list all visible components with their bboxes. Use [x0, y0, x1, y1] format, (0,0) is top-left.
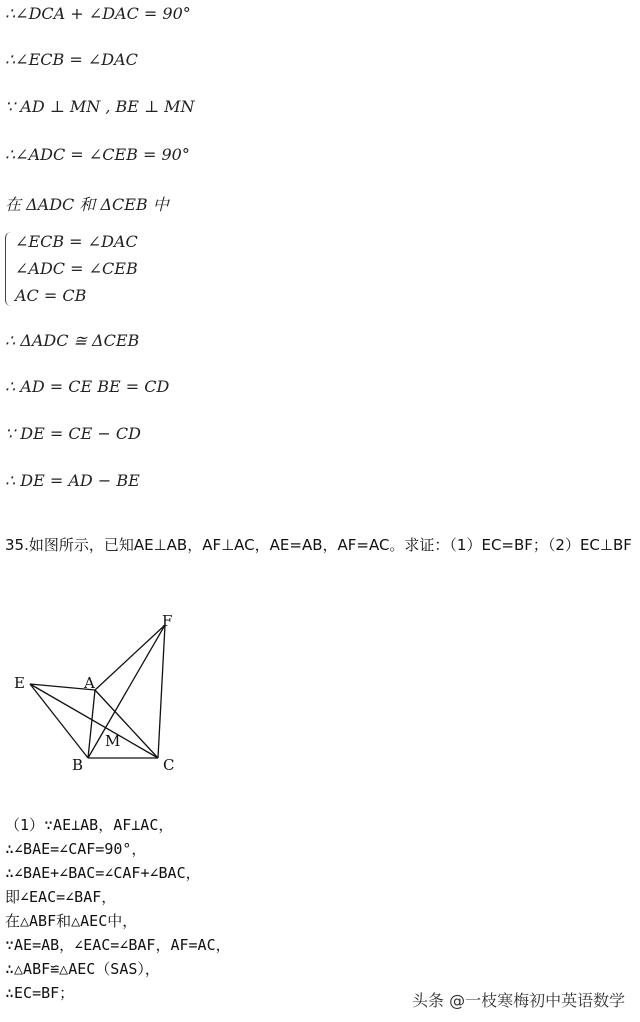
solution-line-4: 即∠EAC=∠BAF， [5, 888, 117, 906]
proof-step-5: 在 ΔADC 和 ΔCEB 中 [5, 195, 169, 214]
conclusion-3: ∵ DE = CE − CD [5, 424, 141, 443]
proof-step-4: ∴∠ADC = ∠CEB = 90° [5, 145, 190, 164]
label-C: C [163, 756, 175, 774]
solution-line-1: （1）∵AE⊥AB，AF⊥AC， [5, 816, 174, 834]
solution-line-6: ∵AE=AB，∠EAC=∠BAF，AF=AC， [5, 936, 231, 954]
label-E: E [14, 674, 25, 692]
watermark: 头条 @一枝寒梅初中英语数学 [412, 991, 626, 1010]
segment-CF [158, 625, 165, 758]
condition-3: AC = CB [15, 286, 87, 305]
problem-statement: 35.如图所示，已知AE⊥AB，AF⊥AC，AE=AB，AF=AC。求证：（1）EC=BF；（2）EC⊥BF [5, 536, 632, 554]
proof-step-3: ∵ AD ⊥ MN , BE ⊥ MN [5, 97, 195, 116]
segment-EB [30, 684, 88, 758]
label-B: B [72, 756, 84, 774]
label-A: A [84, 674, 95, 692]
label-F: F [162, 612, 173, 630]
solution-line-2: ∴∠BAE=∠CAF=90°， [5, 840, 147, 858]
solution-line-7: ∴△ABF≌△AEC（SAS）， [5, 960, 160, 978]
segment-AF [95, 625, 165, 690]
segment-BF [88, 625, 165, 758]
conclusion-2: ∴ AD = CE BE = CD [5, 377, 170, 396]
conclusion-4: ∴ DE = AD − BE [5, 471, 140, 490]
left-brace [5, 232, 12, 306]
congruence-conditions [5, 228, 165, 310]
conclusion-1: ∴ ΔADC ≅ ΔCEB [5, 331, 140, 350]
solution-line-3: ∴∠BAE+∠BAC=∠CAF+∠BAC， [5, 864, 201, 882]
condition-1: ∠ECB = ∠DAC [15, 232, 138, 251]
solution-line-8: ∴EC=BF； [5, 984, 75, 1002]
proof-step-1: ∴∠DCA + ∠DAC = 90° [5, 4, 191, 23]
geometry-figure [0, 600, 240, 790]
solution-line-5: 在△ABF和△AEC中， [5, 912, 138, 930]
label-M: M [105, 732, 121, 750]
condition-2: ∠ADC = ∠CEB [15, 259, 138, 278]
proof-step-2: ∴∠ECB = ∠DAC [5, 50, 138, 69]
